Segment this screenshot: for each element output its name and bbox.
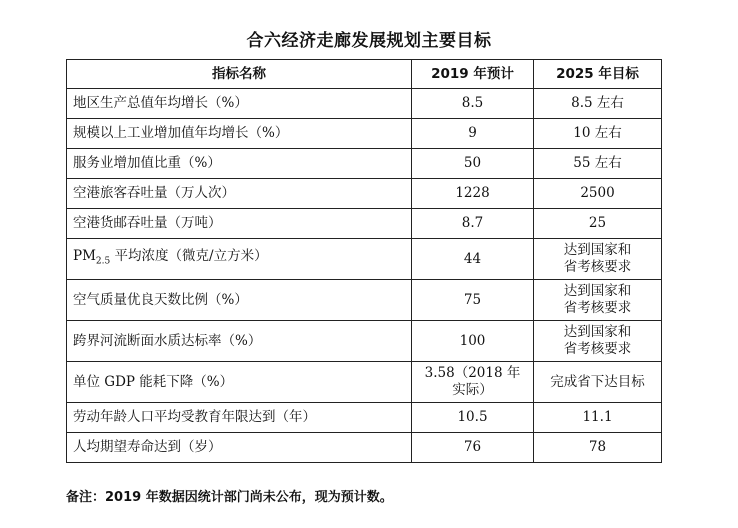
footnote: 备注：2019 年数据因统计部门尚未公布，现为预计数。 xyxy=(66,490,393,505)
row-2025-value xyxy=(534,321,662,362)
row-2019-value: 50 xyxy=(412,149,534,179)
value-line: 3.58（2018 年 xyxy=(424,365,521,381)
row-name: 服务业增加值比重（%） xyxy=(67,149,412,179)
table-row xyxy=(67,433,662,463)
pm-label: PM xyxy=(73,247,96,264)
row-2019-value: 8.7 xyxy=(412,209,534,239)
row-name: 规模以上工业增加值年均增长（%） xyxy=(67,119,412,149)
table-row xyxy=(67,149,662,179)
row-2025-value: 11.1 xyxy=(534,403,662,433)
pm-label-suffix: 平均浓度（微克/立方米） xyxy=(110,247,268,264)
row-2025-value: 25 xyxy=(534,209,662,239)
value-line: 实际） xyxy=(452,382,493,398)
value-line: 达到国家和 xyxy=(563,283,632,299)
row-name: 劳动年龄人口平均受教育年限达到（年） xyxy=(67,403,412,433)
row-2025-value: 78 xyxy=(534,433,662,463)
row-name: 跨界河流断面水质达标率（%） xyxy=(67,321,412,362)
table-title: 合六经济走廊发展规划主要目标 xyxy=(246,31,492,51)
row-2019-value xyxy=(412,362,534,403)
table-row xyxy=(67,179,662,209)
header-2019-estimate: 2019 年预计 xyxy=(412,60,534,89)
header-2025-target: 2025 年目标 xyxy=(534,60,662,89)
row-2025-value: 10 左右 xyxy=(534,119,662,149)
row-2019-value: 10.5 xyxy=(412,403,534,433)
table-row xyxy=(67,403,662,433)
row-2025-value: 完成省下达目标 xyxy=(534,362,662,403)
table-row xyxy=(67,89,662,119)
row-name xyxy=(67,239,412,280)
row-2025-value: 8.5 左右 xyxy=(534,89,662,119)
row-name: 人均期望寿命达到（岁） xyxy=(67,433,412,463)
row-2019-value: 75 xyxy=(412,280,534,321)
value-line: 省考核要求 xyxy=(563,341,632,357)
value-line: 省考核要求 xyxy=(563,300,632,316)
row-name: 单位 GDP 能耗下降（%） xyxy=(67,362,412,403)
row-2025-value: 2500 xyxy=(534,179,662,209)
row-2025-value: 55 左右 xyxy=(534,149,662,179)
table-row xyxy=(67,280,662,321)
row-name: 空港旅客吞吐量（万人次） xyxy=(67,179,412,209)
row-2019-value: 1228 xyxy=(412,179,534,209)
table-row xyxy=(67,209,662,239)
table-row xyxy=(67,239,662,280)
row-2025-value xyxy=(534,239,662,280)
row-2019-value: 9 xyxy=(412,119,534,149)
row-2019-value: 100 xyxy=(412,321,534,362)
value-line: 达到国家和 xyxy=(563,324,632,340)
table-row xyxy=(67,321,662,362)
row-name: 地区生产总值年均增长（%） xyxy=(67,89,412,119)
row-2025-value xyxy=(534,280,662,321)
value-line: 省考核要求 xyxy=(563,259,632,275)
row-2019-value: 76 xyxy=(412,433,534,463)
table-row xyxy=(67,362,662,403)
value-line: 达到国家和 xyxy=(563,242,632,258)
pm-subscript: 2.5 xyxy=(95,256,111,267)
row-2019-value: 44 xyxy=(412,239,534,280)
table-header-row xyxy=(67,60,662,89)
row-2019-value: 8.5 xyxy=(412,89,534,119)
row-name: 空气质量优良天数比例（%） xyxy=(67,280,412,321)
header-indicator-name: 指标名称 xyxy=(67,60,412,89)
goals-table xyxy=(66,59,662,463)
row-name: 空港货邮吞吐量（万吨） xyxy=(67,209,412,239)
table-row xyxy=(67,119,662,149)
